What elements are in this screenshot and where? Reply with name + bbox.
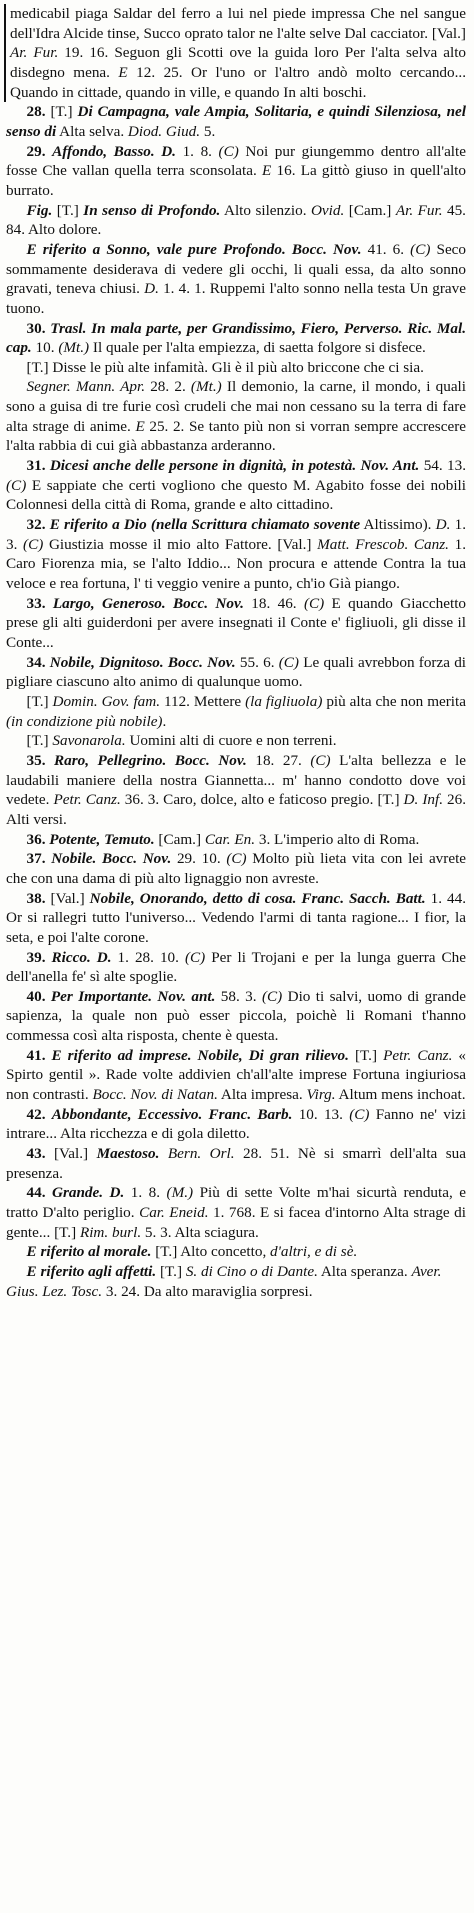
- entry-sense-paragraph: 43. [Val.] Maestoso. Bern. Orl. 28. 51. Nè si smarrì dell'alta sua presenza.: [6, 1145, 466, 1182]
- entry-sense-paragraph: [T.] Domin. Gov. fam. 112. Mettere (la figliuola) più alta che non merita (in condizione più nobile).: [6, 692, 466, 730]
- entry-sense-paragraph: 30. Trasl. In mala parte, per Grandissimo, Fiero, Perverso. Ric. Mal. cap. 10. (Mt.) Il quale per l'alta empiezza, di saetta folgore si disfece.: [6, 319, 466, 357]
- entry-sense-paragraph: Segner. Mann. Apr. 28. 2. (Mt.) Il demonio, la carne, il mondo, i quali sono a guisa di tre furie così crudeli che mai non cessano su la terra di fare alta strage di anime. E 25. 2. Se tanto più non si vorran sempre accrescere l'alta rabbia di cui già abbastanza arderanno.: [6, 378, 466, 455]
- entry-sense-paragraph: 35. Raro, Pellegrino. Bocc. Nov. 18. 27. (C) L'alta bellezza e le laudabili maniere della nostra Giannetta... m' hanno condotto dove voi vedete. Petr. Canz. 36. 3. Caro, dolce, alto e faticoso pregio. [T.] D. Inf. 26. Alti versi.: [6, 751, 467, 828]
- entry-sense-paragraph: 28. [T.] Di Campagna, vale Ampia, Solitaria, e quindi Silenziosa, nel senso di Alta selva. Diod. Giud. 5.: [6, 103, 467, 140]
- entry-sense-paragraph: E riferito a Sonno, vale pure Profondo. Bocc. Nov. 41. 6. (C) Seco sommamente desiderava di vedere gli occhi, li quali essa, da alto sonno gravati, teneva chiusi. D. 1. 4. 1. Ruppemi l'alto sonno nella testa Un grave tuono.: [6, 240, 467, 317]
- entry-sense-paragraph: 31. Dicesi anche delle persone in dignità, in potestà. Nov. Ant. 54. 13. (C) E sappiate che certi vogliono che questo M. Agabito fosse dei nobili Colonnesi della città di Roma, grande e alto cittadino.: [6, 457, 467, 514]
- entry-sense-paragraph: 44. Grande. D. 1. 8. (M.) Più di sette Volte m'hai sicurtà renduta, e tratto D'alto periglio. Car. Eneid. 1. 768. E si facea d'intorno Alta strage di gente... [T.] Rim. burl. 5. 3. Alta sciagura.: [6, 1184, 467, 1241]
- entry-sense-paragraph: 40. Per Importante. Nov. ant. 58. 3. (C) Dio ti salvi, uomo di grande sapienza, la quale non può esser piccola, poichè li Romani t'hanno commessa così alta risposta, chente è questa.: [6, 987, 466, 1045]
- entry-sense-paragraph: 29. Affondo, Basso. D. 1. 8. (C) Noi pur giungemmo dentro all'alte fosse Che vallan quella terra sconsolata. E 16. La gittò giuso in quell'alto burrato.: [6, 142, 466, 199]
- entry-continuation-paragraph: medicabil piaga Saldar del ferro a lui nel piede impressa Che nel sangue dell'Idra Alcide tinse, Succo oprato talor ne l'alte selve Dal cacciator. [Val.] Ar. Fur. 19. 16. Seguon gli Scotti ove la guida loro Per l'alta selva alto disdegno mena. E 12. 25. Or l'uno or l'altro andò molto cercando... Quando in cittade, quando in ville, e quando In alti boschi.: [4, 4, 466, 102]
- entry-sense-paragraph: 33. Largo, Generoso. Bocc. Nov. 18. 46. (C) E quando Giacchetto prese gli alti guiderdoni per avere insegnati il Conte e' figliuoli, gli disse il Conte...: [6, 594, 467, 651]
- entry-sense-paragraph: [T.] Savonarola. Uomini alti di cuore e non terreni.: [26, 732, 337, 750]
- dictionary-entry-text: [6, 4, 466, 1301]
- entry-sense-paragraph: Fig. [T.] In senso di Profondo. Alto silenzio. Ovid. [Cam.] Ar. Fur. 45. 84. Alto dolore.: [6, 201, 466, 239]
- entry-sense-paragraph: 32. E riferito a Dio (nella Scrittura chiamato sovente Altissimo). D. 1. 3. (C) Giustizia mosse il mio alto Fattore. [Val.] Matt. Frescob. Canz. 1. Caro Fiorenza mia, se l'alto Iddio... Non procura e attende Contra la tua veloce e rea fortuna, l' ti veggio venire a punto, ch'io Già piango.: [6, 516, 467, 593]
- entry-sense-paragraph: 41. E riferito ad imprese. Nobile, Di gran rilievo. [T.] Petr. Canz. « Spirto gentil ». Rade volte addivien ch'all'alte imprese Fortuna ingiuriosa non contrasti. Bocc. Nov. di Natan. Alta impresa. Virg. Altum mens inchoat.: [6, 1046, 466, 1104]
- entry-sense-paragraph: [T.] Disse le più alte infamità. Gli è il più alto briccone che ci sia.: [26, 358, 424, 376]
- entry-sense-paragraph: E riferito agli affetti. [T.] S. di Cino o di Dante. Alta speranza. Aver. Gius. Lez. Tosc. 3. 24. Da alto maraviglia sorpresi.: [6, 1263, 442, 1300]
- entry-sense-paragraph: 38. [Val.] Nobile, Onorando, detto di cosa. Franc. Sacch. Batt. 1. 44. Or si rallegri tutto l'universo... Vedendo l'armi di tanta ragione... I fior, la seta, e poi l'alte corone.: [6, 889, 466, 946]
- entry-sense-paragraph: E riferito al morale. [T.] Alto concetto, d'altri, e di sè.: [26, 1243, 358, 1261]
- entry-sense-paragraph: 39. Ricco. D. 1. 28. 10. (C) Per li Trojani e per la lunga guerra Che dell'anella fe' sì alte spoglie.: [6, 948, 466, 986]
- entry-sense-paragraph: 42. Abbondante, Eccessivo. Franc. Barb. 10. 13. (C) Fanno ne' vizi intrare... Alta ricchezza e di gola diletto.: [6, 1105, 467, 1143]
- entry-sense-paragraph: 34. Nobile, Dignitoso. Bocc. Nov. 55. 6. (C) Le quali avrebbon forza di pigliare ciascuno alto animo di qualunque uomo.: [6, 653, 467, 691]
- entry-sense-paragraph: 37. Nobile. Bocc. Nov. 29. 10. (C) Molto più lieta vita con lei avrete che con una dama di più alto lignaggio non avreste.: [6, 850, 467, 887]
- entry-sense-paragraph: 36. Potente, Temuto. [Cam.] Car. En. 3. L'imperio alto di Roma.: [26, 830, 420, 848]
